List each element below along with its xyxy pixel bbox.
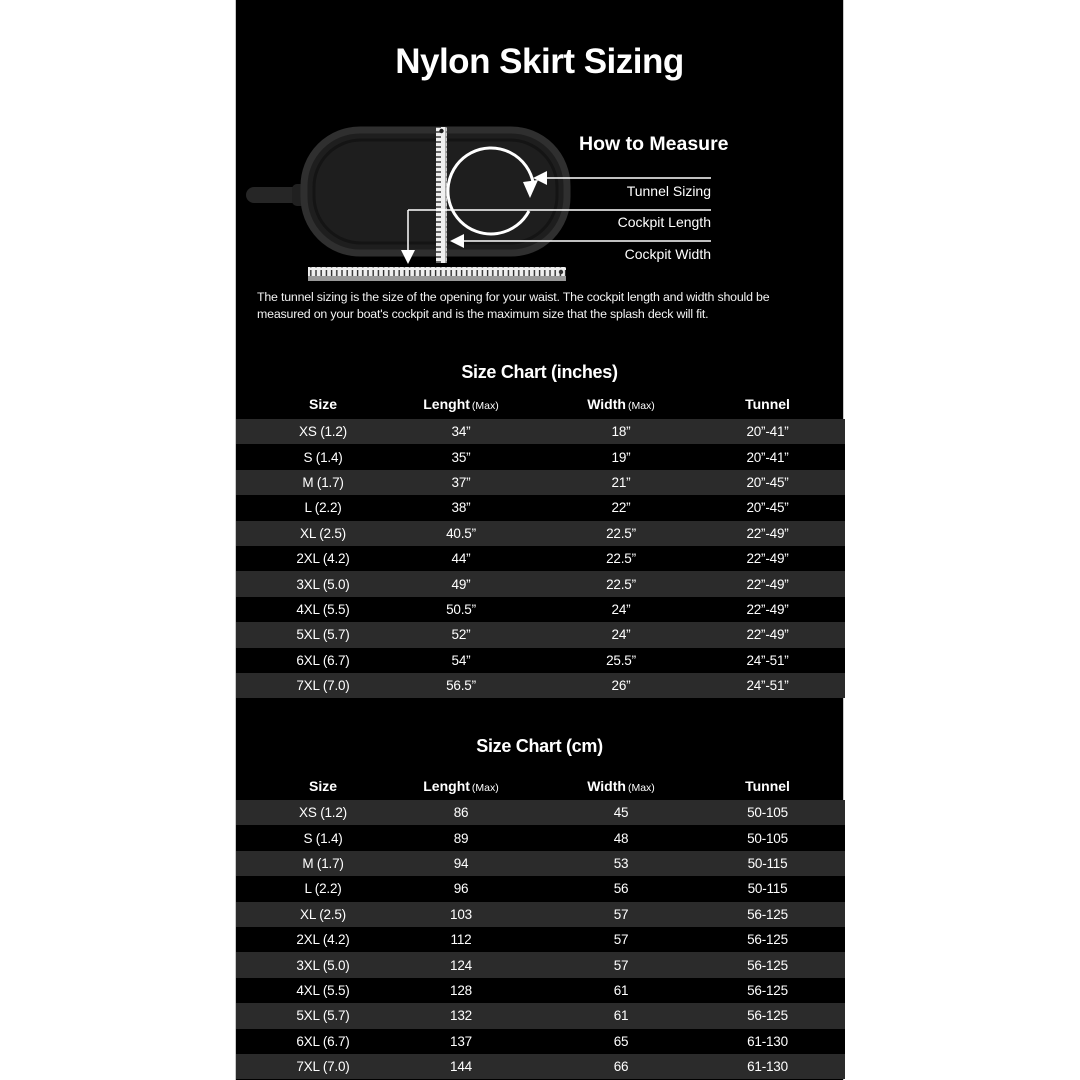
- table-cell: 61: [613, 982, 629, 998]
- table-row: [236, 444, 845, 469]
- table-row: [236, 495, 845, 520]
- table-cell: 22.5”: [606, 551, 636, 567]
- table-cell: 22”-49”: [746, 551, 789, 567]
- table-cell: XS (1.2): [299, 805, 347, 821]
- table-cell: 44”: [451, 551, 471, 567]
- table-cell: 20”-45”: [746, 500, 789, 516]
- size-chart-inches-body: [236, 419, 845, 698]
- table-cell: 57: [613, 906, 629, 922]
- table-cell: 7XL (7.0): [296, 1059, 350, 1075]
- table-cell: 40.5”: [446, 525, 476, 541]
- table-cell: 21”: [611, 474, 631, 490]
- table-cell: 103: [450, 906, 472, 922]
- table-cell: 50-105: [747, 805, 788, 821]
- column-header-tunnel: Tunnel: [745, 778, 790, 794]
- table-cell: 53: [613, 855, 629, 871]
- table-cell: 19”: [611, 449, 631, 465]
- vertical-ruler-illustration: [436, 127, 447, 263]
- column-header-length: Lenght (Max): [423, 778, 499, 794]
- table-cell: 24”: [611, 601, 631, 617]
- table-cell: 6XL (6.7): [296, 1033, 350, 1049]
- table-row: [236, 876, 845, 901]
- table-cell: 65: [613, 1033, 629, 1049]
- table-cell: 24”-51”: [746, 652, 789, 668]
- column-header-tunnel: Tunnel: [745, 396, 790, 412]
- table-row: [236, 673, 845, 698]
- table-cell: 96: [453, 881, 469, 897]
- table-cell: L (2.2): [304, 500, 342, 516]
- table-cell: 6XL (6.7): [296, 652, 350, 668]
- table-cell: 144: [450, 1059, 472, 1075]
- measurement-description: [257, 289, 832, 322]
- size-chart-inches-header: [236, 396, 845, 414]
- table-cell: 38”: [451, 500, 471, 516]
- table-cell: 35”: [451, 449, 471, 465]
- table-row: [236, 546, 845, 571]
- table-cell: 34”: [451, 424, 471, 440]
- table-cell: 22”-49”: [746, 627, 789, 643]
- table-cell: 86: [453, 805, 469, 821]
- table-cell: 22.5”: [606, 525, 636, 541]
- size-chart-inches-title: Size Chart (inches): [461, 362, 618, 382]
- cockpit-width-label: Cockpit Width: [624, 246, 711, 262]
- table-cell: 50.5”: [446, 601, 476, 617]
- table-cell: 112: [450, 932, 472, 948]
- table-cell: 57: [613, 932, 629, 948]
- table-cell: 2XL (4.2): [296, 551, 350, 567]
- black-panel: [235, 0, 844, 1080]
- table-cell: 124: [450, 957, 472, 973]
- table-cell: 56.5”: [446, 678, 476, 694]
- size-chart-cm-header: [236, 778, 845, 796]
- table-cell: 50-105: [747, 830, 788, 846]
- table-cell: 22.5”: [606, 576, 636, 592]
- table-cell: XL (2.5): [300, 525, 346, 541]
- table-cell: 20”-41”: [746, 424, 789, 440]
- table-cell: 50-115: [747, 855, 788, 871]
- table-cell: 45: [613, 805, 629, 821]
- table-row: [236, 825, 845, 850]
- table-cell: 94: [453, 855, 469, 871]
- table-row: [236, 419, 845, 444]
- table-cell: 66: [613, 1059, 629, 1075]
- table-cell: 24”-51”: [746, 678, 789, 694]
- table-cell: 24”: [611, 627, 631, 643]
- table-cell: 132: [450, 1008, 472, 1024]
- horizontal-ruler-illustration: [308, 267, 566, 281]
- column-header-size: Size: [308, 778, 337, 794]
- table-cell: 49”: [451, 576, 471, 592]
- table-row: [236, 800, 845, 825]
- table-cell: XS (1.2): [299, 424, 347, 440]
- table-cell: 56: [613, 881, 629, 897]
- table-cell: 18”: [611, 424, 631, 440]
- cockpit-length-label: Cockpit Length: [617, 214, 711, 230]
- table-cell: 7XL (7.0): [296, 678, 350, 694]
- table-row: [236, 648, 845, 673]
- table-row: [236, 571, 845, 596]
- table-cell: 20”-41”: [746, 449, 789, 465]
- table-cell: 54”: [451, 652, 471, 668]
- table-cell: 3XL (5.0): [296, 576, 350, 592]
- table-cell: S (1.4): [303, 830, 343, 846]
- table-row: [236, 622, 845, 647]
- table-cell: 22”-49”: [746, 601, 789, 617]
- table-row: [236, 470, 845, 495]
- table-row: [236, 851, 845, 876]
- table-cell: 56-125: [747, 932, 788, 948]
- table-row: [236, 902, 845, 927]
- column-header-width: Width (Max): [587, 396, 655, 412]
- column-header-size: Size: [308, 396, 337, 412]
- table-cell: XL (2.5): [300, 906, 346, 922]
- page-title: Nylon Skirt Sizing: [395, 42, 684, 81]
- table-cell: 22”: [611, 500, 631, 516]
- table-cell: S (1.4): [303, 449, 343, 465]
- table-cell: 61: [613, 1008, 629, 1024]
- table-cell: 3XL (5.0): [296, 957, 350, 973]
- table-row: [236, 597, 845, 622]
- table-cell: 48: [613, 830, 629, 846]
- table-cell: L (2.2): [304, 881, 342, 897]
- table-cell: 137: [450, 1033, 472, 1049]
- table-cell: 4XL (5.5): [296, 601, 350, 617]
- table-row: [236, 1029, 845, 1054]
- size-chart-cm-body: [236, 800, 845, 1079]
- table-cell: 5XL (5.7): [296, 1008, 350, 1024]
- table-row: [236, 1054, 845, 1079]
- table-cell: 57: [613, 957, 629, 973]
- table-cell: M (1.7): [302, 855, 344, 871]
- table-cell: 56-125: [747, 906, 788, 922]
- table-row: [236, 927, 845, 952]
- table-cell: 52”: [451, 627, 471, 643]
- measure-diagram: [236, 115, 845, 293]
- table-cell: 128: [450, 982, 472, 998]
- table-cell: 22”-49”: [746, 576, 789, 592]
- table-row: [236, 952, 845, 977]
- table-row: [236, 521, 845, 546]
- column-header-width: Width (Max): [587, 778, 655, 794]
- table-cell: 20”-45”: [746, 474, 789, 490]
- table-cell: M (1.7): [302, 474, 344, 490]
- table-cell: 89: [453, 830, 469, 846]
- table-cell: 56-125: [747, 982, 788, 998]
- table-cell: 4XL (5.5): [296, 982, 350, 998]
- table-cell: 61-130: [747, 1033, 788, 1049]
- table-cell: 61-130: [747, 1059, 788, 1075]
- how-to-measure-heading: How to Measure: [579, 133, 729, 155]
- table-cell: 50-115: [747, 881, 788, 897]
- table-cell: 56-125: [747, 957, 788, 973]
- table-row: [236, 1003, 845, 1028]
- table-cell: 56-125: [747, 1008, 788, 1024]
- size-chart-cm-title: Size Chart (cm): [476, 736, 603, 756]
- column-header-length: Lenght (Max): [423, 396, 499, 412]
- table-cell: 5XL (5.7): [296, 627, 350, 643]
- tunnel-sizing-label: Tunnel Sizing: [626, 183, 711, 199]
- table-row: [236, 978, 845, 1003]
- table-cell: 37”: [451, 474, 471, 490]
- table-cell: 26”: [611, 678, 631, 694]
- table-cell: 22”-49”: [746, 525, 789, 541]
- description-line-1: The tunnel sizing is the size of the opening for your waist. The cockpit length and width should be: [257, 290, 770, 304]
- table-cell: 25.5”: [606, 652, 636, 668]
- table-cell: 2XL (4.2): [296, 932, 350, 948]
- description-line-2: measured on your boat's cockpit and is the maximum size that the splash deck will fit.: [257, 306, 709, 321]
